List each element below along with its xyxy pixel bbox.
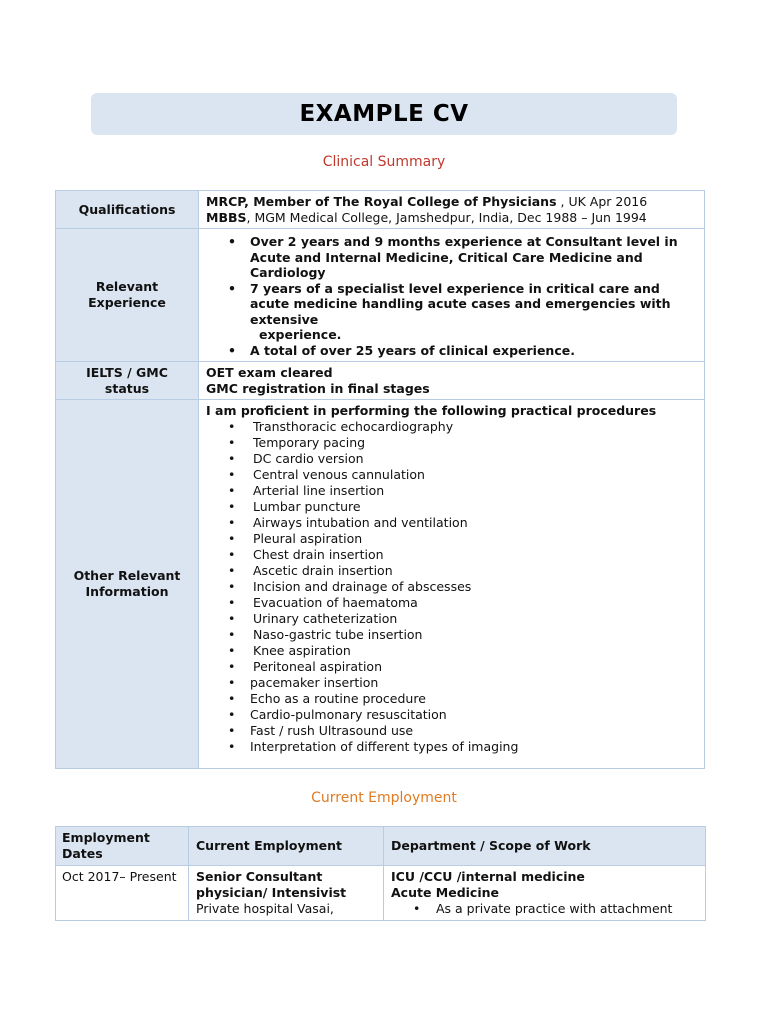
experience-item: • 7 years of a specialist level experience in critical care and acute medicine handling acute cases and emergencies with extensive experience. (206, 281, 697, 343)
ielts-label: IELTS / GMC status (56, 362, 199, 400)
procedure-item: • Peritoneal aspiration (206, 659, 697, 675)
procedure-item: • DC cardio version (206, 451, 697, 467)
current-employment-heading: Current Employment (311, 790, 457, 806)
procedure-item: • Cardio-pulmonary resuscitation (206, 707, 697, 723)
procedure-item: • pacemaker insertion (206, 675, 697, 691)
header-department-scope: Department / Scope of Work (384, 827, 706, 866)
gmc-status: GMC registration in final stages (206, 380, 430, 396)
employment-table (55, 826, 706, 921)
experience-label: Relevant Experience (56, 229, 199, 362)
experience-row (56, 229, 705, 362)
procedure-item: • Naso-gastric tube insertion (206, 627, 697, 643)
experience-item: • Over 2 years and 9 months experience at Consultant level in Acute and Internal Medicine, Critical Care Medicine and Cardiology (206, 234, 697, 281)
employment-header-row (56, 827, 706, 866)
header-employment-dates: Employment Dates (56, 827, 189, 866)
role-title: Senior Consultant physician/ Intensivist (196, 869, 347, 900)
employment-department (384, 866, 706, 921)
ielts-row (56, 362, 705, 400)
other-info-row (56, 400, 705, 769)
employment-dates: Oct 2017– Present (56, 866, 189, 921)
procedures-list (206, 419, 697, 756)
procedure-item: • Urinary catheterization (206, 611, 697, 627)
qualifications-row (56, 191, 705, 229)
experience-content (199, 229, 705, 362)
procedure-item: • Airways intubation and ventilation (206, 515, 697, 531)
procedure-item: • Pleural aspiration (206, 531, 697, 547)
department-line: ICU /CCU /internal medicine (391, 869, 585, 884)
procedure-item: • Incision and drainage of abscesses (206, 579, 697, 595)
role-place: Private hospital Vasai, (196, 901, 334, 916)
employment-row (56, 866, 706, 921)
department-bullet: • As a private practice with attachment (391, 901, 699, 917)
cv-title: EXAMPLE CV (299, 101, 469, 127)
ielts-content (199, 362, 705, 400)
qualification-mrcp: MRCP, Member of The Royal College of Physicians , UK Apr 2016 (206, 194, 648, 209)
procedure-item: • Evacuation of haematoma (206, 595, 697, 611)
procedure-item: • Knee aspiration (206, 643, 697, 659)
clinical-summary-heading: Clinical Summary (322, 154, 446, 170)
cv-title-banner (91, 93, 677, 135)
header-current-employment: Current Employment (189, 827, 384, 866)
experience-item: • A total of over 25 years of clinical experience. (206, 343, 697, 359)
other-info-label: Other Relevant Information (56, 400, 199, 769)
department-line: Acute Medicine (391, 885, 500, 900)
procedure-item: • Ascetic drain insertion (206, 563, 697, 579)
oet-status: OET exam cleared (206, 365, 333, 380)
experience-list (206, 234, 697, 358)
procedure-item: • Lumbar puncture (206, 499, 697, 515)
other-info-content (199, 400, 705, 769)
procedure-item: • Arterial line insertion (206, 483, 697, 499)
procedure-item: • Interpretation of different types of imaging (206, 739, 697, 755)
procedure-item: • Temporary pacing (206, 435, 697, 451)
procedure-item: • Chest drain insertion (206, 547, 697, 563)
procedure-item: • Echo as a routine procedure (206, 691, 697, 707)
qualifications-content (199, 191, 705, 229)
clinical-summary-table (55, 190, 705, 769)
qualifications-label: Qualifications (56, 191, 199, 229)
procedure-item: • Central venous cannulation (206, 467, 697, 483)
procedure-item: • Transthoracic echocardiography (206, 419, 697, 435)
procedure-item: • Fast / rush Ultrasound use (206, 723, 697, 739)
employment-role (189, 866, 384, 921)
procedures-intro: I am proficient in performing the following practical procedures (206, 403, 657, 418)
qualification-mbbs: MBBS, MGM Medical College, Jamshedpur, India, Dec 1988 – Jun 1994 (206, 209, 647, 225)
